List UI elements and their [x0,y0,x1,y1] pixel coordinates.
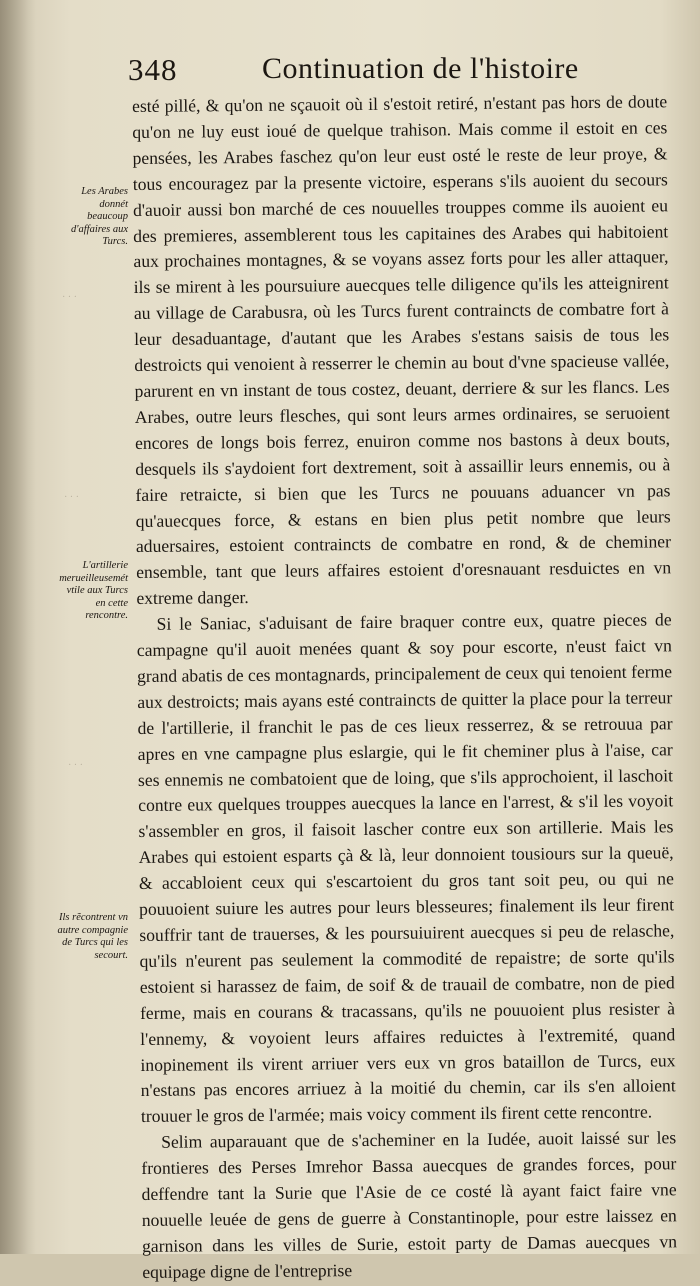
page-number: 348 [128,52,178,87]
body-text [132,89,677,1285]
bleed-through-mark: · · · [64,492,79,503]
bleed-through-mark: · · · [62,292,77,303]
margin-note: Ils rẽcontrent vn autre compagnie de Turcs qui les secourt. [57,912,128,961]
paragraph: esté pillé, & qu'on ne sçauoit où il s'estoit retiré, n'estant pas hors de doute qu'on ne luy eust ioué de quelque trahison. Mais comme il estoit en ces pensées, les Arabes faschez qu'on leur eust osté le reste de leur proye, & tous encouragez par la presente victoire, esperans s'ils auoient du secours d'auoir aussi bon marché de ces nouuelles trouppes comme ils auoient eu des premieres, assemblerent tous les capitaines des Arabes qui habitoient aux prochaines montagnes, & se voyans assez forts pour les aller attaquer, ils se mirent à les poursuiure auecques telle diligence qu'ils les atteignirent au village de Carabusra, où les Turcs furent contraincts de combatre fort à leur desaduantage, d'autant que les Arabes s'estans saisis de tous les destroicts qui venoient à resserrer le chemin au bout d'vne spacieuse vallée, parurent en vn instant de tous costez, deuant, derriere & sur les flancs. Les Arabes, outre leurs flesches, qui sont leurs armes ordinaires, se seruoient encores de longs bois ferrez, enuiron comme nos bastons à deux bouts, desquels ils s'aydoient fort dextrement, soit à assaillir leurs ennemis, ou à faire retraicte, si bien que les Turcs ne pouuans aduancer vn pas qu'auecques force, & estans en bien plus petit nombre que leurs aduersaires, estoient contraincts de combatre en rond, & de cheminer ensemble, tant que leurs affaires estoient d'oresnauant resduictes en vn extreme danger. [132,91,672,609]
margin-note: Les Arabes donnét beaucoup d'affaires aux Turcs. [71,186,128,247]
paragraph: Selim auparauant que de s'acheminer en la Iudée, auoit laissé sur les frontieres des Perses Imrehor Bassa auecques de grandes forces, pour deffendre tant la Surie que l'Asie de ce costé là ayant faict faire vne nouuelle leuée de gens de guerre à Constantinople, pour estre laissez en garnison dans les villes de Surie, estoit party de Damas auecques vn equipage digne de l'entreprise [141,1127,678,1282]
gutter-shadow [0,0,36,1254]
bleed-through-mark: · · · [68,760,83,771]
page-header [0,52,700,92]
running-title: Continuation de l'histoire [262,52,579,85]
margin-note: L'artillerie merueilleusemét vtile aux Turcs en cette rencontre. [59,560,128,621]
paragraph: Si le Saniac, s'aduisant de faire braquer contre eux, quatre pieces de campagne qu'il auoit menées quant & soy pour escorte, n'eust faict vn grand abatis de ces montagnards, principalement de ceux qui tenoient ferme aux destroicts; mais ayans esté contraincts de quitter la place pour la terreur de l'artillerie, il franchit le pas de ces lieux resserrez, & se retrouua par apres en vne campagne plus eslargie, qui le fit cheminer plus à l'aise, car ses ennemis ne combatoient que de loing, que s'ils approchoient, il laschoit contre eux quelques trouppes auecques la lance en l'arrest, & s'il les voyoit s'assembler en gros, il faisoit lascher contre eux son artillerie. Mais les Arabes qui estoient esparts çà & là, leur donnoient tousiours sur la queuë, & accabloient ceux qui s'escartoient du gros tant soit peu, ou qui ne pouuoient suiure les autres pour leurs blesseures; finalement ils leur firent souffrir tant de trauerses, & les poursuiuirent auecques si peu de relasche, qu'ils n'eurent pas seulement la commodité de repaistre; de sorte qu'ils estoient si harassez de faim, de soif & de trauail de combatre, non de pied ferme, mais en courans & tracassans, qu'ils ne pouuoient plus resister à l'ennemy, & voyoient leurs affaires reduictes à l'extremité, quand inopinement ils virent arriuer vers eux vn gros bataillon de Turcs, eux n'estans pas encores arriuez à la moitié du chemin, car ils s'en alloient trouuer le gros de l'armée; mais voicy comment ils firent cette rencontre. [136,609,676,1127]
